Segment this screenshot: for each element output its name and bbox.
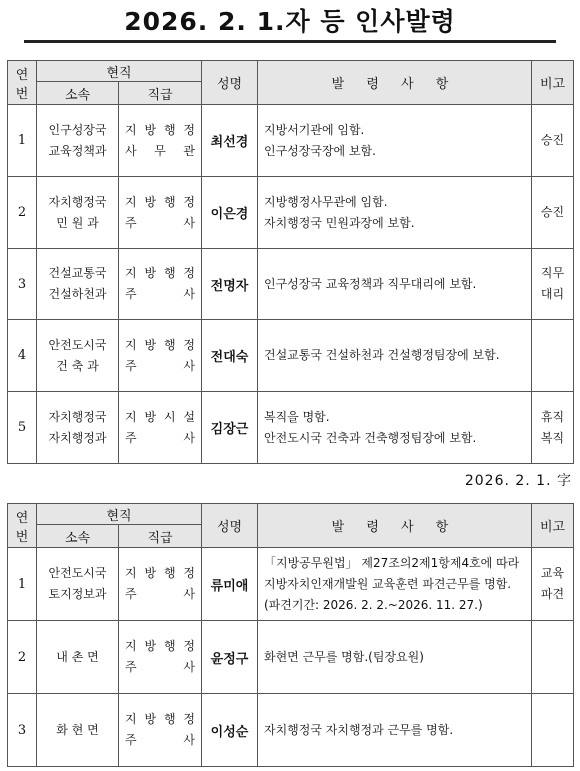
rank-lines: [119, 263, 201, 305]
department-lines: [37, 192, 118, 234]
rank-char: 사: [183, 430, 195, 445]
department-line: 민 원 과: [56, 215, 99, 230]
person-name: 최선경: [202, 105, 258, 177]
header-no: 연 번: [8, 61, 37, 105]
rank-lines: [119, 709, 201, 751]
content-line: 인구성장국 교육정책과 직무대리에 보함.: [264, 276, 477, 291]
header-rank: 직급: [119, 82, 202, 105]
rank-lines: [119, 335, 201, 377]
rank-char: 설: [183, 409, 195, 424]
department-lines: [37, 720, 118, 741]
content-lines: [258, 192, 531, 234]
note-cell: [532, 105, 574, 177]
header-name: 성명: [202, 61, 258, 105]
content-line: 자치행정국 민원과장에 보함.: [264, 215, 415, 230]
note-cell: [532, 249, 574, 320]
rank-line: [125, 284, 195, 305]
rank-char: 정: [183, 266, 195, 280]
rank-char: 방: [144, 194, 157, 209]
rank-char: 관: [183, 143, 195, 158]
rank-char: 정: [183, 337, 195, 352]
row-number: 4: [8, 320, 37, 392]
appointment-content: [258, 105, 532, 177]
rank-char: 무: [154, 143, 166, 158]
rank-line: [125, 356, 195, 377]
note-line: 교육: [540, 566, 565, 580]
row-number: 2: [8, 177, 37, 249]
note-lines: [532, 202, 573, 223]
note-line: 직무: [540, 266, 565, 280]
person-name: 류미애: [202, 548, 258, 621]
rank-char: 방: [144, 122, 157, 137]
header-dept: 소속: [37, 525, 119, 548]
rank-char: 지: [125, 639, 137, 653]
note-lines: [532, 563, 573, 605]
rank-char: 행: [163, 337, 176, 352]
rank-lines: [119, 120, 201, 162]
department-cell: [37, 392, 119, 464]
rank-lines: [119, 563, 201, 605]
date-line: 2026. 2. 1. 字: [464, 473, 572, 489]
person-name: 전명자: [202, 249, 258, 320]
rank-char: 방: [144, 566, 157, 580]
rank-line: [125, 120, 195, 141]
department-line: 건설하천과: [48, 287, 107, 301]
table-row: [8, 177, 574, 249]
rank-line: [125, 407, 195, 428]
note-line: 대리: [540, 287, 565, 301]
row-number: 5: [8, 392, 37, 464]
rank-cell: [119, 621, 202, 694]
title-underline: [24, 40, 556, 43]
department-line: 건 축 과: [56, 358, 99, 373]
rank-char: 주: [125, 287, 137, 301]
content-line: 인구성장국장에 보함.: [264, 143, 376, 158]
rank-line: [125, 192, 195, 213]
header-dept: 소속: [37, 82, 119, 105]
rank-line: [125, 428, 195, 449]
note-line: 복직: [540, 430, 565, 445]
rank-lines: [119, 192, 201, 234]
rank-char: 주: [125, 660, 137, 674]
content-line: 지방자치인재개발원 교육훈련 파견근무를 명함.: [264, 576, 512, 591]
rank-char: 행: [163, 712, 176, 726]
rank-char: 행: [163, 639, 176, 653]
header-current: 현직: [37, 61, 202, 82]
row-number: 1: [8, 105, 37, 177]
content-lines: [258, 553, 531, 616]
rank-char: 주: [125, 733, 137, 747]
appointment-content: [258, 392, 532, 464]
department-lines: [37, 563, 118, 605]
content-lines: [258, 345, 531, 366]
table-row: [8, 621, 574, 694]
rank-char: 지: [125, 712, 137, 726]
rank-char: 정: [183, 194, 195, 209]
rank-line: [125, 335, 195, 356]
rank-char: 정: [183, 566, 195, 580]
department-lines: [37, 407, 118, 449]
department-line: 자치행정국: [48, 194, 107, 209]
rank-char: 정: [183, 712, 195, 726]
content-line: 화현면 근무를 명함.(팀장요원): [264, 649, 424, 664]
note-cell: [532, 621, 574, 694]
person-name: 전대숙: [202, 320, 258, 392]
content-line: 지방서기관에 임함.: [264, 122, 365, 137]
note-cell: [532, 177, 574, 249]
rank-cell: [119, 249, 202, 320]
department-line: 인구성장국: [48, 122, 107, 137]
rank-line: [125, 263, 195, 284]
rank-line: [125, 563, 195, 584]
content-line: (파견기간: 2026. 2. 2.~2026. 11. 27.): [264, 597, 483, 612]
header-content: 발 령 사 항: [258, 61, 532, 105]
person-name: 윤정구: [202, 621, 258, 694]
appointment-content: [258, 249, 532, 320]
rank-char: 주: [125, 358, 137, 373]
rank-char: 지: [125, 337, 137, 352]
rank-cell: [119, 548, 202, 621]
rank-char: 사: [183, 287, 195, 301]
department-line: 화 현 면: [56, 722, 99, 737]
department-lines: [37, 120, 118, 162]
rank-line: [125, 657, 195, 678]
content-line: 자치행정국 자치행정과 근무를 명함.: [264, 722, 454, 737]
content-line: 안전도시국 건축과 건축행정팀장에 보함.: [264, 430, 477, 445]
content-line: 지방행정사무관에 임함.: [264, 194, 388, 209]
content-line: 「지방공무원법」 제27조의2제1항제4호에 따라: [264, 555, 520, 570]
rank-char: 방: [144, 712, 157, 726]
rank-line: [125, 730, 195, 751]
department-cell: [37, 320, 119, 392]
content-line: 건설교통국 건설하천과 건설행정팀장에 보함.: [264, 348, 500, 362]
appointment-table-1: [7, 60, 574, 464]
rank-char: 방: [144, 337, 157, 352]
rank-cell: [119, 177, 202, 249]
table-row: [8, 320, 574, 392]
department-line: 교육정책과: [48, 143, 107, 158]
rank-char: 지: [125, 566, 137, 580]
person-name: 이은경: [202, 177, 258, 249]
rank-char: 지: [125, 266, 137, 280]
department-lines: [37, 335, 118, 377]
rank-line: [125, 141, 195, 162]
note-lines: [532, 263, 573, 305]
rank-char: 행: [163, 194, 176, 209]
table-row: [8, 392, 574, 464]
header-current: 현직: [37, 504, 202, 525]
row-number: 2: [8, 621, 37, 694]
rank-char: 시: [163, 409, 176, 424]
content-line: 복직을 명함.: [264, 409, 330, 424]
rank-char: 방: [144, 639, 157, 653]
content-lines: [258, 407, 531, 449]
rank-char: 지: [125, 122, 137, 137]
department-cell: [37, 548, 119, 621]
rank-char: 사: [183, 733, 195, 747]
header-content: 발 령 사 항: [258, 504, 532, 548]
note-lines: [532, 130, 573, 151]
content-lines: [258, 120, 531, 162]
rank-line: [125, 584, 195, 605]
table-row: [8, 249, 574, 320]
rank-char: 주: [125, 587, 137, 601]
table-row: [8, 694, 574, 767]
note-cell: [532, 548, 574, 621]
department-cell: [37, 177, 119, 249]
rank-char: 주: [125, 215, 137, 230]
appointment-content: [258, 548, 532, 621]
department-cell: [37, 249, 119, 320]
rank-char: 사: [183, 587, 195, 601]
header-note: 비고: [532, 61, 574, 105]
note-line: 승진: [540, 133, 565, 147]
header-rank: 직급: [119, 525, 202, 548]
rank-char: 방: [144, 409, 157, 424]
rank-char: 행: [163, 122, 176, 137]
rank-char: 정: [183, 122, 195, 137]
person-name: 이성순: [202, 694, 258, 767]
rank-char: 행: [163, 266, 176, 280]
note-line: 승진: [540, 205, 565, 219]
rank-char: 방: [144, 266, 157, 280]
header-no: 연 번: [8, 504, 37, 548]
row-number: 3: [8, 249, 37, 320]
note-cell: [532, 694, 574, 767]
header-note: 비고: [532, 504, 574, 548]
rank-char: 행: [163, 566, 176, 580]
rank-char: 주: [125, 430, 137, 445]
department-line: 내 촌 면: [56, 649, 99, 664]
rank-lines: [119, 407, 201, 449]
department-cell: [37, 105, 119, 177]
note-line: 파견: [540, 587, 565, 601]
rank-char: 사: [183, 215, 195, 230]
rank-char: 정: [183, 639, 195, 653]
row-number: 3: [8, 694, 37, 767]
department-line: 자치행정과: [48, 430, 107, 445]
rank-cell: [119, 694, 202, 767]
content-lines: [258, 720, 531, 741]
rank-lines: [119, 636, 201, 678]
department-line: 토지정보과: [48, 587, 107, 601]
page-title: 2026. 2. 1.자 등 인사발령: [124, 7, 456, 36]
rank-line: [125, 636, 195, 657]
rank-cell: [119, 105, 202, 177]
department-lines: [37, 647, 118, 668]
note-cell: [532, 392, 574, 464]
table-row: [8, 548, 574, 621]
appointment-content: [258, 177, 532, 249]
department-cell: [37, 621, 119, 694]
department-line: 자치행정국: [48, 409, 107, 424]
note-lines: [532, 407, 573, 449]
rank-line: [125, 213, 195, 234]
rank-char: 사: [183, 660, 195, 674]
appointment-content: [258, 621, 532, 694]
table-row: [8, 105, 574, 177]
appointment-content: [258, 320, 532, 392]
person-name: 김장근: [202, 392, 258, 464]
department-cell: [37, 694, 119, 767]
row-number: 1: [8, 548, 37, 621]
department-line: 안전도시국: [48, 337, 107, 352]
appointment-table-2: [7, 503, 574, 767]
rank-char: 지: [125, 409, 137, 424]
rank-cell: [119, 320, 202, 392]
rank-char: 사: [125, 143, 137, 158]
content-lines: [258, 274, 531, 295]
appointment-content: [258, 694, 532, 767]
content-lines: [258, 647, 531, 668]
department-line: 안전도시국: [48, 566, 107, 580]
header-name: 성명: [202, 504, 258, 548]
note-cell: [532, 320, 574, 392]
rank-char: 사: [183, 358, 195, 373]
department-line: 건설교통국: [48, 266, 107, 280]
rank-line: [125, 709, 195, 730]
note-line: 휴직: [540, 409, 565, 424]
rank-cell: [119, 392, 202, 464]
rank-char: 지: [125, 194, 137, 209]
department-lines: [37, 263, 118, 305]
